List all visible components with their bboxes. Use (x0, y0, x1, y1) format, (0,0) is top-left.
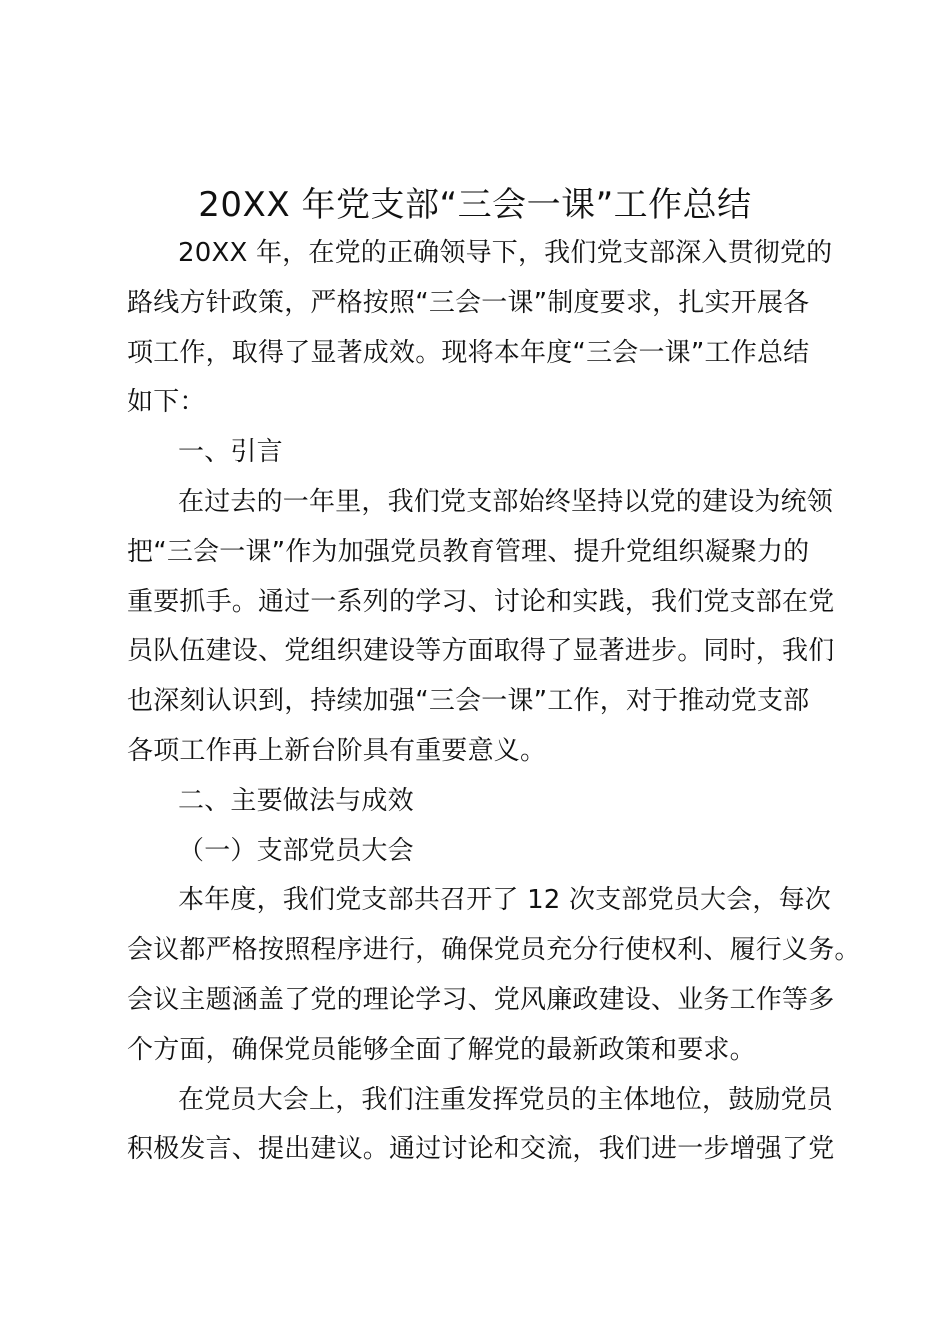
text-line: 个方面，确保党员能够全面了解党的最新政策和要求。 (127, 1034, 756, 1065)
section-heading: 二、主要做法与成效 (178, 785, 414, 816)
text-line: 也深刻认识到，持续加强“三会一课”工作，对于推动党支部 (127, 686, 810, 717)
text-line: 各项工作再上新台阶具有重要意义。 (127, 735, 547, 766)
text-line: 本年度，我们党支部共召开了 12 次支部党员大会，每次 (178, 885, 832, 916)
text-line: 员队伍建设、党组织建设等方面取得了显著进步。同时，我们 (127, 636, 835, 667)
text-line: 会议都严格按照程序进行，确保党员充分行使权利、履行义务。 (127, 935, 861, 966)
subsection-heading: （一）支部党员大会 (178, 835, 414, 866)
section-heading: 一、引言 (178, 437, 283, 468)
document-title: 20XX 年党支部“三会一课”工作总结 (198, 185, 752, 225)
text-line: 积极发言、提出建议。通过讨论和交流，我们进一步增强了党 (127, 1134, 835, 1165)
text-line: 在过去的一年里，我们党支部始终坚持以党的建设为统领 (178, 486, 834, 517)
text-line: 把“三会一课”作为加强党员教育管理、提升党组织凝聚力的 (127, 536, 810, 567)
text-line: 会议主题涵盖了党的理论学习、党风廉政建设、业务工作等多 (127, 984, 835, 1015)
text-line: 重要抓手。通过一系列的学习、讨论和实践，我们党支部在党 (127, 586, 835, 617)
text-line: 20XX 年，在党的正确领导下，我们党支部深入贯彻党的 (178, 238, 833, 268)
text-line: 如下： (127, 387, 206, 418)
text-line: 在党员大会上，我们注重发挥党员的主体地位，鼓励党员 (178, 1084, 834, 1115)
text-line: 路线方针政策，严格按照“三会一课”制度要求，扎实开展各 (127, 287, 810, 318)
document-body (127, 229, 861, 1175)
text-line: 项工作，取得了显著成效。现将本年度“三会一课”工作总结 (127, 337, 810, 368)
